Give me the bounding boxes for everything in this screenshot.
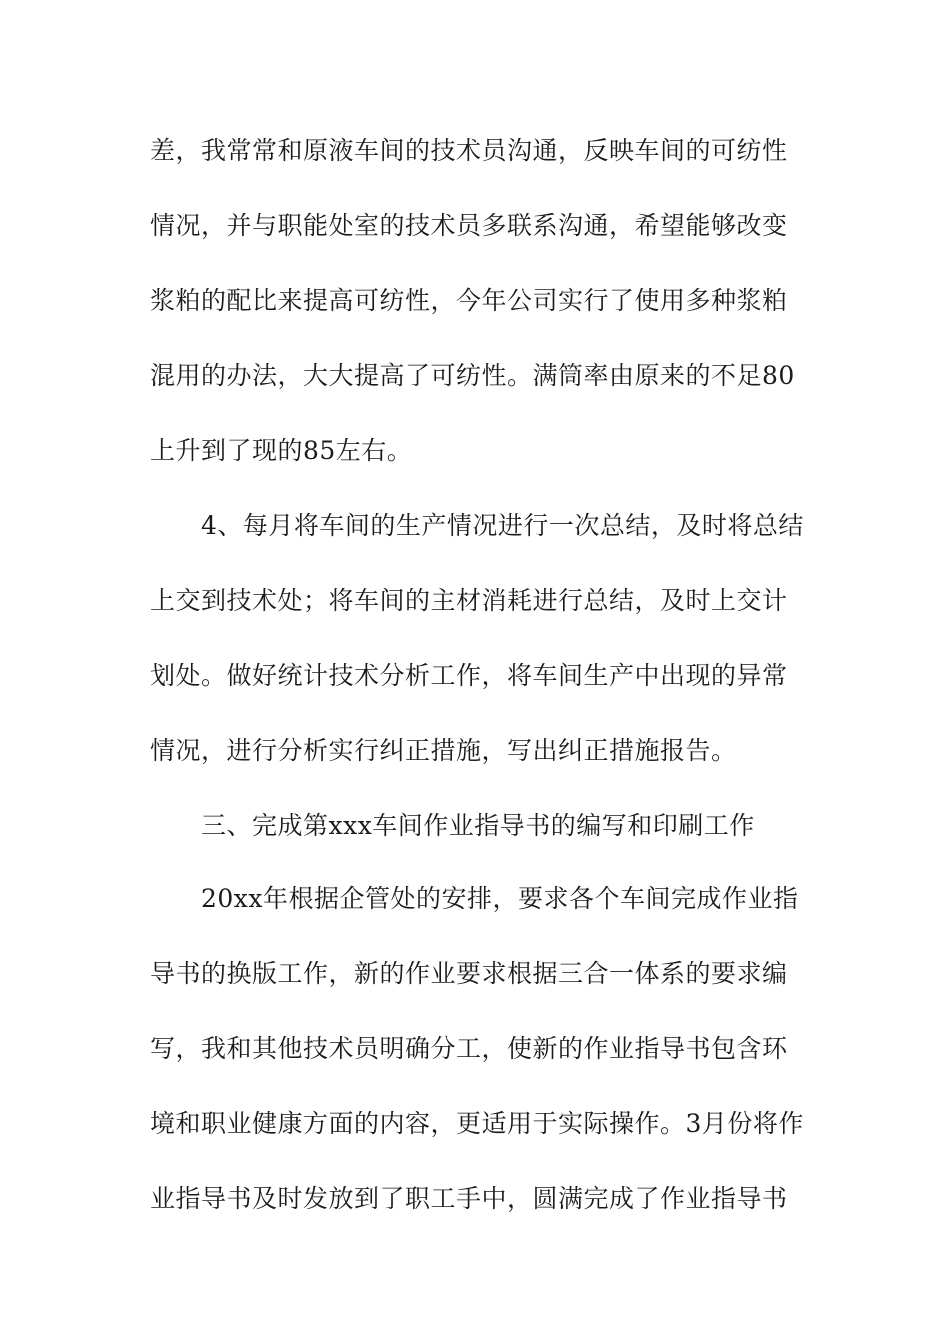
- text-line-15: 业指导书及时发放到了职工手中，圆满完成了作业指导书: [150, 1184, 788, 1213]
- text-line-12: 导书的换版工作，新的作业要求根据三合一体系的要求编: [150, 959, 788, 988]
- text-line-1: 差，我常常和原液车间的技术员沟通，反映车间的可纺性: [150, 136, 788, 165]
- text-line-8: 划处。做好统计技术分析工作，将车间生产中出现的异常: [150, 661, 788, 690]
- paragraph-start-item-4: 4、每月将车间的生产情况进行一次总结，及时将总结: [201, 511, 804, 540]
- text-line-9: 情况，进行分析实行纠正措施，写出纠正措施报告。: [150, 736, 737, 765]
- paragraph-start-20xx: 20xx年根据企管处的安排，要求各个车间完成作业指: [201, 884, 799, 913]
- text-line-7: 上交到技术处；将车间的主材消耗进行总结，及时上交计: [150, 586, 788, 615]
- text-line-14: 境和职业健康方面的内容，更适用于实际操作。3月份将作: [150, 1109, 804, 1138]
- text-line-2: 情况，并与职能处室的技术员多联系沟通，希望能够改变: [150, 211, 788, 240]
- section-heading-3: 三、完成第xxx车间作业指导书的编写和印刷工作: [201, 811, 755, 840]
- text-line-5: 上升到了现的85左右。: [150, 436, 413, 465]
- text-line-4: 混用的办法，大大提高了可纺性。满筒率由原来的不足80: [150, 361, 795, 390]
- text-line-13: 写，我和其他技术员明确分工，使新的作业指导书包含环: [150, 1034, 788, 1063]
- text-line-3: 浆粕的配比来提高可纺性，今年公司实行了使用多种浆粕: [150, 286, 788, 315]
